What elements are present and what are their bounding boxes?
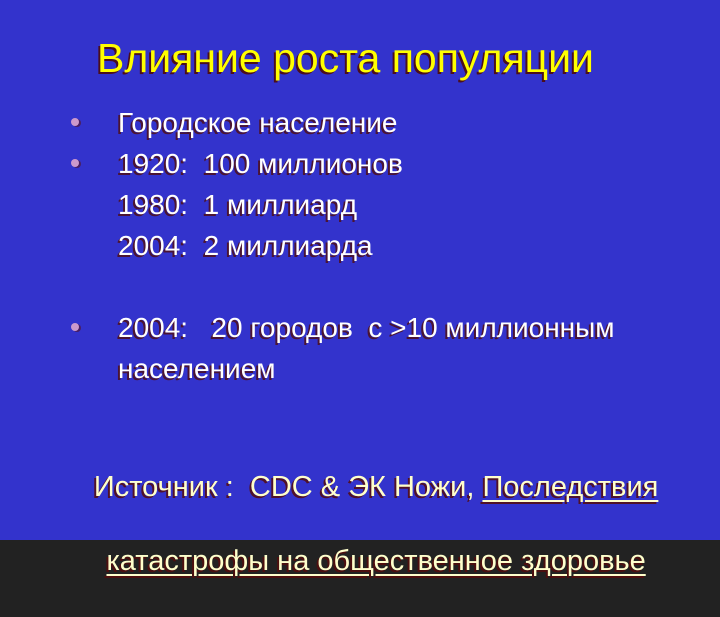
source-citation xyxy=(0,432,720,617)
source-title-part2: катастрофы на общественное здоровье xyxy=(106,545,646,577)
list-item xyxy=(71,184,661,225)
list-item-text: 1980: 1 миллиард xyxy=(118,189,358,220)
source-title-part1: Последствия xyxy=(482,471,659,503)
list-item xyxy=(71,143,661,184)
bullet-icon xyxy=(71,118,79,126)
list-item-text: 2004: 2 миллиарда xyxy=(118,230,373,261)
list-item-text: Городское население xyxy=(118,107,398,138)
blank-line xyxy=(71,266,661,307)
list-item xyxy=(71,102,661,143)
list-item-text: 1920: 100 миллионов xyxy=(118,148,403,179)
list-item-text: 2004: 20 городов с >10 миллионным населением xyxy=(118,312,623,384)
slide-title: Влияние роста популяции xyxy=(97,35,594,81)
source-prefix: Источник : CDC & ЭК Ножи, xyxy=(93,471,483,503)
bullet-icon xyxy=(71,323,79,331)
list-item xyxy=(71,225,661,266)
bullet-icon xyxy=(71,159,79,167)
list-item xyxy=(71,307,661,389)
bullet-list xyxy=(71,102,661,389)
